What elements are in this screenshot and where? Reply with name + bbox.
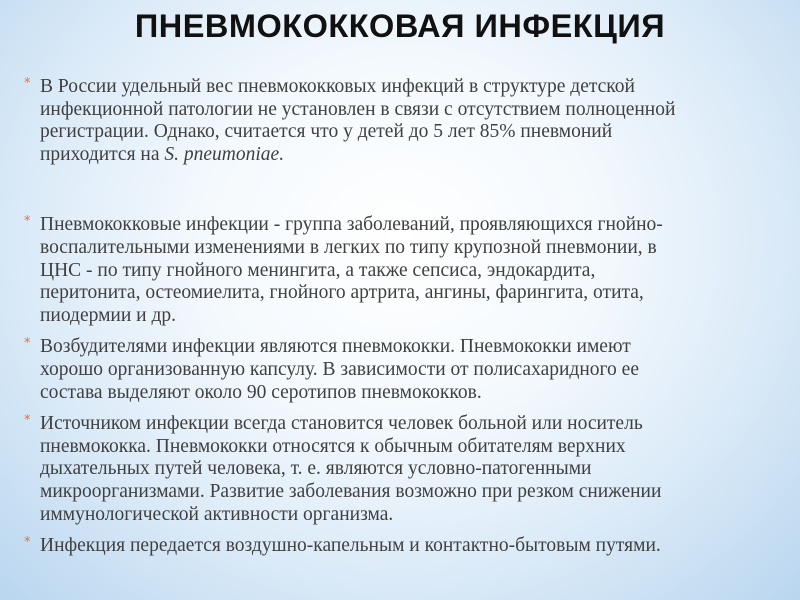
asterisk-bullet-icon: * xyxy=(24,413,31,429)
asterisk-bullet-icon: * xyxy=(24,214,31,230)
bullet-line: воспалительными изменениями в легких по типу крупозной пневмонии, в xyxy=(40,236,657,258)
bullet-line: хорошо организованную капсулу. В зависимости от полисахаридного ее xyxy=(40,358,639,380)
bullet-line: Инфекция передается воздушно-капельным и контактно-бытовым путями. xyxy=(40,535,661,557)
asterisk-bullet-icon: * xyxy=(24,535,31,551)
bullet-item xyxy=(24,535,784,558)
bullet-item xyxy=(24,413,784,526)
bullet-line: инфекционной патологии не установлен в связи с отсутствием полноценной xyxy=(40,98,676,120)
asterisk-bullet-icon: * xyxy=(24,76,31,91)
bullet-line: ЦНС - по типу гнойного менингита, а также сепсиса, эндокардита, xyxy=(40,259,596,281)
bullet-line: состава выделяют около 90 серотипов пневмококков. xyxy=(40,381,482,403)
pathogen-name: S. pneumoniae. xyxy=(164,143,285,165)
bullet-item xyxy=(24,214,784,327)
bullet-line: дыхательных путей человека, т. е. являются условно-патогенными xyxy=(40,458,592,480)
bullet-line: пиодермии и др. xyxy=(40,304,177,326)
bullet-line: микроорганизмами. Развитие заболевания возможно при резком снижении xyxy=(40,480,662,502)
bullet-line: иммунологической активности организма. xyxy=(40,503,394,525)
bullet-item xyxy=(24,76,784,166)
bullet-line: Источником инфекции всегда становится человек больной или носитель xyxy=(40,413,643,435)
bullet-line: В России удельный вес пневмококковых инфекций в структуре детской xyxy=(40,76,635,97)
slide-title: ПНЕВМОКОККОВАЯ ИНФЕКЦИЯ xyxy=(134,8,666,44)
bullet-line: Пневмококковые инфекции - группа заболеваний, проявляющихся гнойно- xyxy=(40,214,663,236)
bullet-line: регистрации. Однако, считается что у детей до 5 лет 85% пневмоний xyxy=(40,121,613,143)
bullet-line: перитонита, остеомиелита, гнойного артрита, ангины, фарингита, отита, xyxy=(40,282,644,304)
bullet-item xyxy=(24,336,784,404)
bullet-line: приходится на xyxy=(40,143,165,165)
asterisk-bullet-icon: * xyxy=(24,336,31,352)
bullet-line: пневмококка. Пневмококки относятся к обычным обитателям верхних xyxy=(40,435,626,457)
bullet-line: Возбудителями инфекции являются пневмококки. Пневмококки имеют xyxy=(40,336,631,358)
slide-body xyxy=(24,76,784,558)
